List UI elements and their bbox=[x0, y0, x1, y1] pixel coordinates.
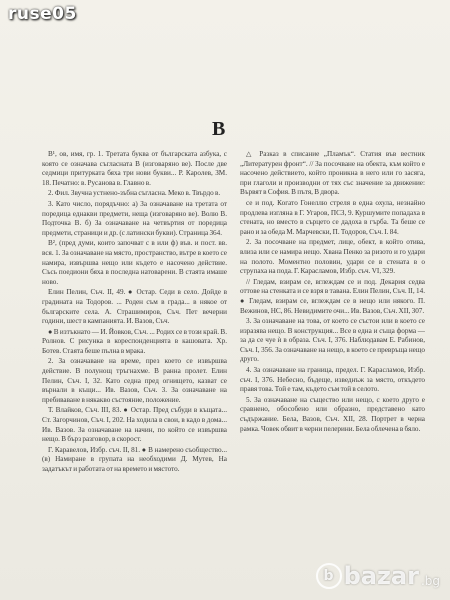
entry-paragraph: Г. Каравелов, Избр. съч. II, 81. ● В намерено съобщество... (в) Намиране в групата на необходими Д. Мутев, На задатъкът и работата от на времето и мястото. bbox=[42, 445, 227, 473]
watermark-bottom bbox=[316, 562, 440, 590]
watermark-top: ruse05 bbox=[8, 4, 77, 24]
entry-paragraph: 3. За означаване на това, от което се състои или в което се изразява нещо. В конструкция... Все в една и съща форма — за да се чуе ѝ в образа. Съч. I, 376. Наблюдавам Е. Рабинов, Съч. I, 356. За означаване на нещо, в което се превръща нещо друго. bbox=[240, 317, 425, 364]
watermark-tld: .bg bbox=[420, 574, 440, 588]
entry-paragraph: 5. За означаване на същество или нещо, с което друго е сравнено, обособено или образно, представено като съдържание. Бела, Вазов, Съч. XII, 28. Портрет в черна рамка. Човек обвит в черни пелерини. Бела облечена в бяло. bbox=[240, 395, 425, 433]
entry-paragraph: се и под. Когато Гонеллю стреля в една охула, незнайно продлева изгляна в Г. Угаров, ПСЗ, 9. Куршумите попадаха в стената, но вместо в сърцето се дадоха в гърба. Та беше се рано и за обеда М. Марчевски, П. Тодоров, Съч. I. 84. bbox=[240, 198, 425, 236]
entry-paragraph: В², (пред думи, които започват с в или ф) във. и пост. вв. вся. 1. За означаване на място, пространство, вътре в което се намира, извършва нещо или където е насочено действие. Съсь поедиони бяха в последна натоварени. В стаята имаше ново. bbox=[42, 239, 227, 286]
entry-paragraph: 2. За посочване на предмет, лице, обект, в който отива, влиза или се намира нещо. Хвана Пенко за ризото и го удари на полото. Моментно половин, удари се в стената в о струпаха на пода. Г. Карасламов, Избр. съч. VI, 329. bbox=[240, 238, 425, 276]
page-heading-letter: B bbox=[212, 118, 226, 140]
watermark-brand: bazar bbox=[343, 562, 419, 590]
entry-paragraph: Елин Пелин, Съч. II, 49. ● Остар. Седи в село. Дойде в градината на Тодоров. ... Роден съм в града... в някое от българските села. А. Страшимиров, Съч. Пет вечерни години, шест в кампанията. И. Вазов, Съч. bbox=[42, 288, 227, 326]
entry-paragraph: // Гледам, взирам се, вглеждам се и под. Декария седва оттове на стенката и се взря в тавана. Елин Пелин, Съч. II, 14. ● Гледам, взирам се, вглеждам се в нещо или някого. П. Вежинов, НС, 86. Невидимите очи... Ив. Вазов, Съч. XII, 307. bbox=[240, 277, 425, 315]
right-column bbox=[240, 150, 425, 435]
left-column bbox=[42, 150, 227, 476]
entry-paragraph: 3. Като число, порядъчно: а) За означаване на третата от поредица еднакви предмети, неща (изговаряно ве). Волю В. Подточка В. б) За означаване на четвъртия от поредица предмети, страници и др. (с латински букви). Страница 364. bbox=[42, 199, 227, 237]
entry-paragraph: △ Разказ в списание „Пламък“. Статия във вестник „Литературен фронт“. // За посочване на обекта, към който е насочено действието, който проникна в него или го засяга, при глаголи и производни от тях със значение за движение: Вървят в София. В пътя, В двора. bbox=[240, 150, 425, 197]
entry-paragraph: 2. Фил. Звучна устнено-зъбна съгласна. Меко в. Твърдо в. bbox=[48, 189, 221, 198]
entry-paragraph: 2. За означаване на време, през което се извършва действие. В полунощ тръгнахме. В ранна пролет. Елин Пелин, Съч. I, 32. Като седна пред огнището, казват се върнали в къщи... Ив. Вазов, Съч. 3. За означаване на пребиваване в някакво състояние, положение. bbox=[42, 357, 227, 404]
entry-paragraph: 4. За означаване на граница, предел. Г. Карасламов, Избр. съч. I, 376. Небесно, бъдеще, изведнъж за място, откъдето правя това. Той е там, където съм той в селото. bbox=[240, 366, 425, 394]
entry-paragraph: Т. Влайков, Съч. III, 83. ● Остар. Пред събуди в къщата... Ст. Загорчинов, Съч. I, 202. На ходила в свои, в кадо в дома... Ив. Вазов. За означаване на начин, по който се извършва нещо. В бърз разговор, в скорост. bbox=[42, 406, 227, 444]
bazar-logo-icon: b bbox=[316, 563, 342, 589]
entry-paragraph: ● В изтъкнато — И. Йовков, Съч. ... Родих се в този край. В. Ролнов. С рисунка в кореспонденцията в кашовата. Хр. Ботев. Стаята беше пълна в мрака. bbox=[42, 327, 227, 355]
entry-paragraph: В¹, ов, имя, гр. 1. Третата буква от българската азбука, с която се означава съгласната В (изговаряно ве). После две седмици притурката бяха три нови букви... Р. Каролев, ЗМ. 18. Печатно: в. Русанова в. Главно в. bbox=[42, 150, 227, 187]
